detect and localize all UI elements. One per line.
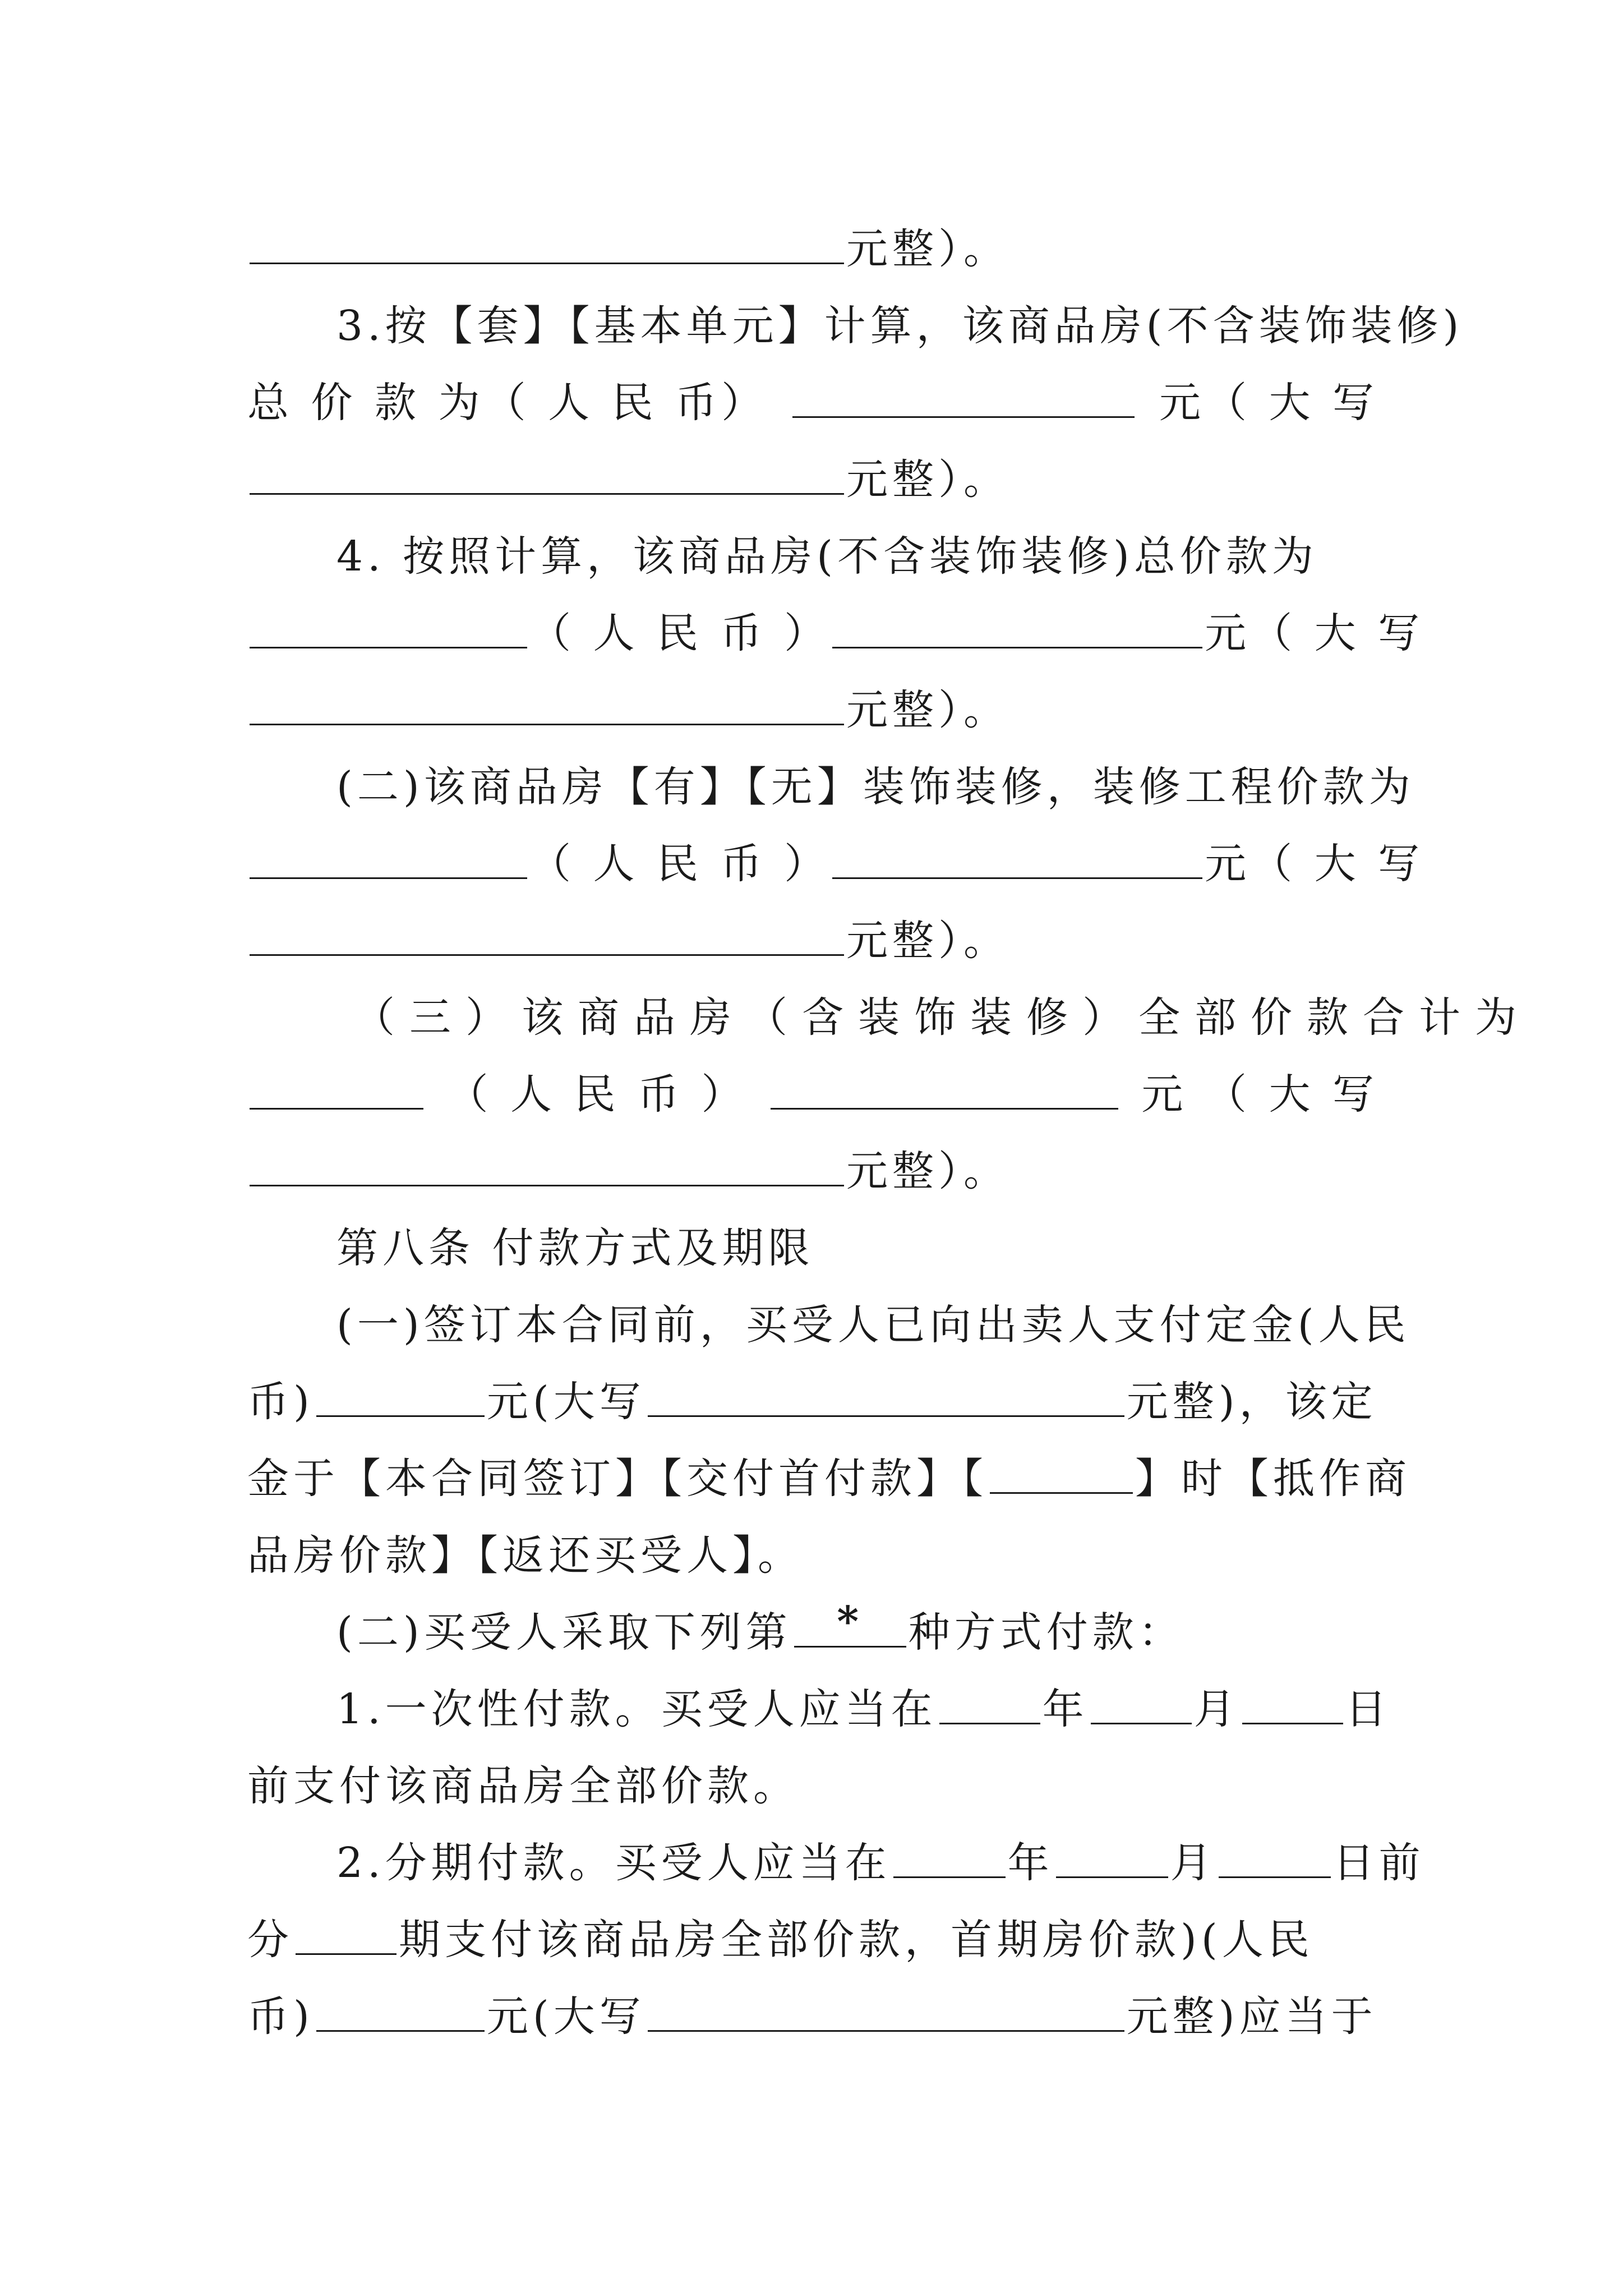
text-segment: 总 价 款 为（ 人 民 币）	[247, 379, 768, 427]
doc-line	[336, 1598, 1378, 1660]
blank-field	[648, 1381, 1124, 1417]
doc-line	[247, 1982, 1378, 2044]
doc-line	[247, 599, 1424, 661]
text-segment: 元整）。	[846, 686, 1009, 734]
clause-text: 品房价款】【返还买受人】。	[247, 1531, 804, 1580]
blank-field	[893, 1842, 1006, 1878]
text-segment: 年	[1007, 1839, 1054, 1887]
blank-field	[316, 1381, 485, 1417]
blank-field	[990, 1457, 1133, 1494]
clause-text: (一)签订本合同前，买受人已向出卖人支付定金(人民	[336, 1301, 1410, 1349]
blank-field	[771, 1073, 1118, 1110]
clause-text: (二)该商品房【有】【无】装饰装修，装修工程价款为	[336, 763, 1415, 811]
blank-field	[648, 1995, 1124, 2032]
doc-line	[247, 1906, 1378, 1967]
clause-text: 4. 按照计算，该商品房(不含装饰装修)总价款为	[336, 532, 1318, 581]
blank-field	[832, 843, 1202, 879]
text-segment: （ 人 民 币 ）	[529, 609, 831, 657]
doc-line	[336, 753, 1415, 815]
doc-line	[247, 1444, 1411, 1506]
doc-line	[247, 1060, 1378, 1122]
blank-field	[792, 381, 1135, 418]
text-segment: 日前	[1332, 1839, 1425, 1887]
text-segment: 币)	[247, 1378, 314, 1426]
clause-text: （三）该商品房（含装饰装修）全部价款合计为	[353, 993, 1531, 1042]
text-segment: 金于【本合同签订】【交付首付款】【	[247, 1455, 988, 1503]
text-segment: 元整)，该定	[1126, 1378, 1377, 1426]
text-segment: 元整）。	[846, 917, 1009, 965]
text-segment: 月	[1193, 1685, 1240, 1733]
doc-line	[336, 1829, 1425, 1890]
doc-line	[353, 983, 1531, 1045]
clause-text: 3.按【套】【基本单元】计算，该商品房(不含装饰装修)	[336, 302, 1464, 350]
blank-field	[250, 843, 527, 879]
blank-field	[296, 1918, 396, 1955]
text-segment: 种方式付款：	[908, 1608, 1184, 1657]
doc-line	[247, 1521, 1378, 1583]
blank-field	[832, 612, 1202, 648]
text-segment: (二)买受人采取下列第	[336, 1608, 792, 1657]
text-segment: 分	[247, 1916, 293, 1964]
blank-field	[1056, 1842, 1168, 1878]
filled-value: *	[837, 1597, 864, 1646]
doc-line	[247, 1752, 1378, 1814]
text-segment: 元（ 大 写	[1159, 379, 1378, 427]
text-segment: 元（ 大 写	[1205, 840, 1424, 888]
doc-line	[247, 907, 1378, 968]
article-heading	[336, 1214, 1378, 1276]
blank-field	[250, 689, 844, 725]
blank-field	[1242, 1688, 1343, 1724]
clause-text: 前支付该商品房全部价款。	[247, 1762, 799, 1810]
text-segment: 元 （ 大 写	[1141, 1070, 1378, 1119]
blank-field	[1219, 1842, 1331, 1878]
text-segment: 元整)应当于	[1126, 1993, 1377, 2041]
blank-field	[250, 458, 844, 495]
blank-field	[316, 1995, 485, 2032]
doc-line	[247, 830, 1424, 891]
doc-line	[336, 292, 1464, 353]
doc-line	[336, 522, 1378, 584]
text-segment: 】时【抵作商	[1135, 1455, 1411, 1503]
doc-line	[247, 445, 1378, 507]
doc-line	[247, 1368, 1378, 1429]
blank-field	[250, 1150, 844, 1186]
blank-field	[250, 612, 527, 648]
blank-field	[1091, 1688, 1192, 1724]
doc-line	[247, 676, 1378, 738]
text-segment: 元整）。	[846, 455, 1009, 504]
doc-line	[247, 369, 1378, 430]
blank-field	[250, 919, 844, 956]
payment-method-field	[794, 1597, 906, 1648]
text-segment: 元整）。	[846, 1147, 1009, 1195]
doc-line	[247, 1137, 1378, 1199]
text-segment: 1.一次性付款。买受人应当在	[336, 1685, 937, 1733]
text-segment: 元（ 大 写	[1205, 609, 1424, 657]
blank-field	[939, 1688, 1040, 1724]
text-segment: 年	[1042, 1685, 1089, 1733]
text-segment: （ 人 民 币 ）	[446, 1070, 748, 1119]
heading-text: 第八条 付款方式及期限	[336, 1224, 814, 1272]
text-segment: 2.分期付款。买受人应当在	[336, 1839, 891, 1887]
doc-line	[247, 215, 1378, 277]
text-segment: 元(大写	[486, 1378, 645, 1426]
blank-field	[250, 228, 844, 264]
text-segment: 期支付该商品房全部价款，首期房价款)(人民	[399, 1916, 1314, 1964]
text-segment: 元整）。	[846, 225, 1009, 273]
doc-line	[336, 1675, 1391, 1737]
blank-field	[250, 1073, 423, 1110]
text-segment: 元(大写	[486, 1993, 645, 2041]
doc-line	[336, 1291, 1410, 1352]
text-segment: 币)	[247, 1993, 314, 2041]
text-segment: 月	[1170, 1839, 1216, 1887]
text-segment: 日	[1345, 1685, 1391, 1733]
text-segment: （ 人 民 币 ）	[529, 840, 831, 888]
